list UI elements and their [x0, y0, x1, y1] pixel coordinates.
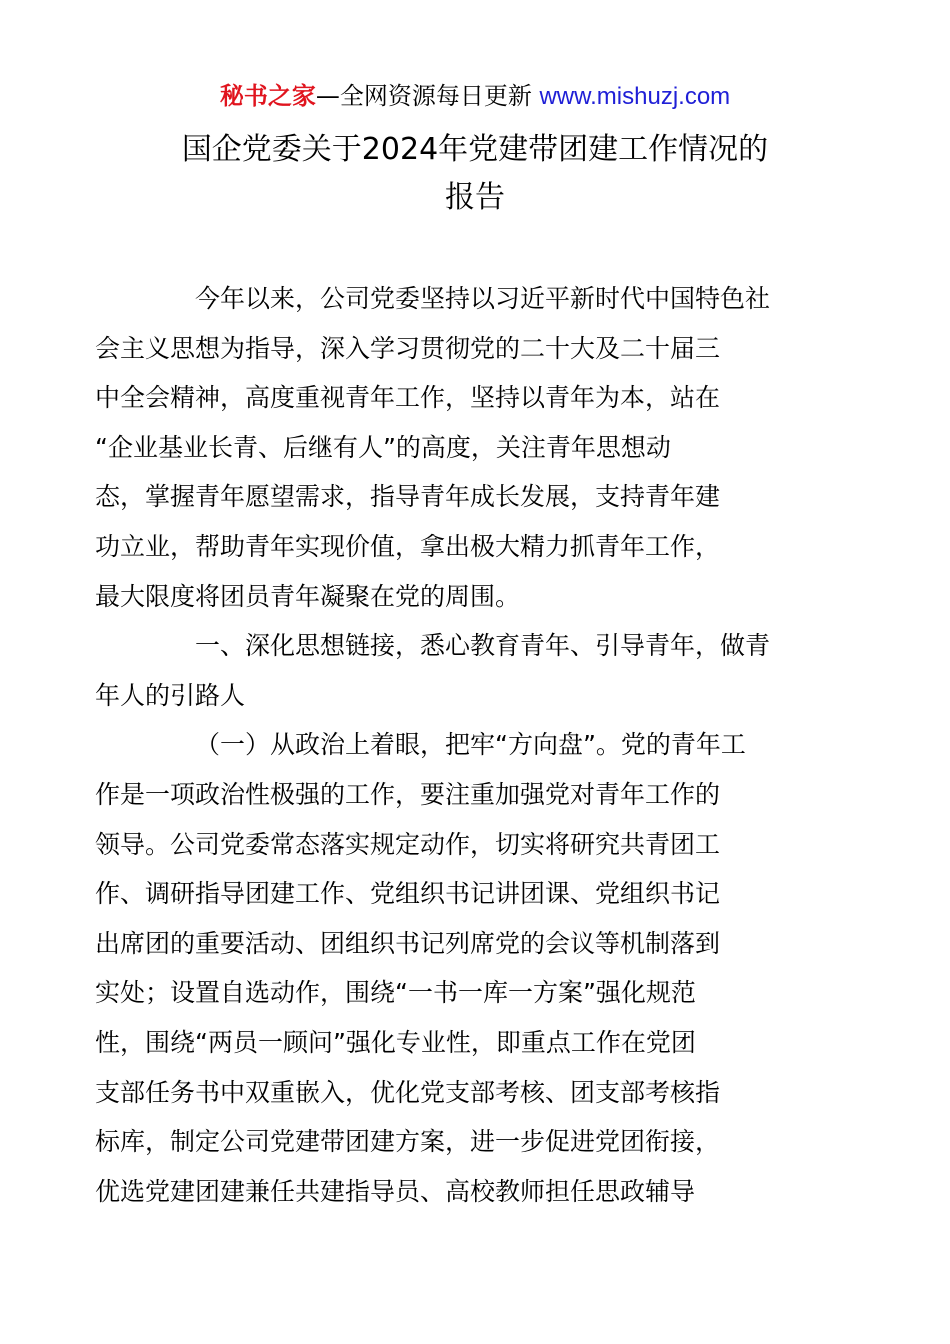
header-tagline: —全网资源每日更新 — [315, 82, 532, 110]
paragraph-line: 年人的引路人 — [95, 680, 246, 710]
paragraph-line: 领导。公司党委常态落实规定动作，切实将研究共青团工 — [95, 829, 721, 859]
paragraph-line: 作是一项政治性极强的工作，要注重加强党对青年工作的 — [95, 779, 721, 809]
paragraph-line: 今年以来，公司党委坚持以习近平新时代中国特色社 — [195, 284, 771, 313]
paragraph-line: 作、调研指导团建工作、党组织书记讲团课、党组织书记 — [95, 879, 721, 909]
paragraph-line: （一）从政治上着眼，把牢“方向盘”。党的青年工 — [195, 730, 746, 760]
paragraph-line: 一、深化思想链接，悉心教育青年、引导青年，做青 — [195, 631, 771, 661]
paragraph-line: 标库，制定公司党建带团建方案，进一步促进党团衔接， — [95, 1127, 721, 1157]
site-header — [0, 78, 950, 115]
site-url-link[interactable]: www.mishuzj.com — [539, 83, 731, 110]
paragraph-line: 功立业，帮助青年实现价值，拿出极大精力抓青年工作， — [95, 531, 721, 561]
paragraph-line: 出席团的重要活动、团组织书记列席党的会议等机制落到 — [95, 928, 721, 958]
paragraph-line: 最大限度将团员青年凝聚在党的周围。 — [95, 581, 521, 611]
paragraph-line: “企业基业长青、后继有人”的高度，关注青年思想动 — [95, 432, 671, 462]
intro-paragraph — [95, 274, 807, 621]
paragraph-line: 性，围绕“两员一顾问”强化专业性，即重点工作在党团 — [95, 1027, 696, 1057]
paragraph-line: 支部任务书中双重嵌入，优化党支部考核、团支部考核指 — [95, 1077, 721, 1107]
paragraph-line: 优选党建团建兼任共建指导员、高校教师担任思政辅导 — [95, 1176, 696, 1206]
section-heading-1 — [95, 621, 807, 720]
paragraph-line: 中全会精神，高度重视青年工作，坚持以青年为本，站在 — [95, 383, 721, 413]
title-line-2: 报告 — [445, 180, 505, 215]
paragraph-line: 实处；设置自选动作，围绕“一书一库一方案”强化规范 — [95, 978, 696, 1008]
title-line-1: 国企党委关于2024年党建带团建工作情况的 — [181, 132, 769, 167]
document-body — [95, 274, 807, 1216]
subsection-paragraph-1 — [95, 720, 807, 1216]
paragraph-line: 会主义思想为指导，深入学习贯彻党的二十大及二十届三 — [95, 333, 721, 363]
document-title — [0, 126, 950, 222]
brand-name: 秘书之家 — [219, 82, 316, 110]
paragraph-line: 态，掌握青年愿望需求，指导青年成长发展，支持青年建 — [95, 482, 721, 512]
